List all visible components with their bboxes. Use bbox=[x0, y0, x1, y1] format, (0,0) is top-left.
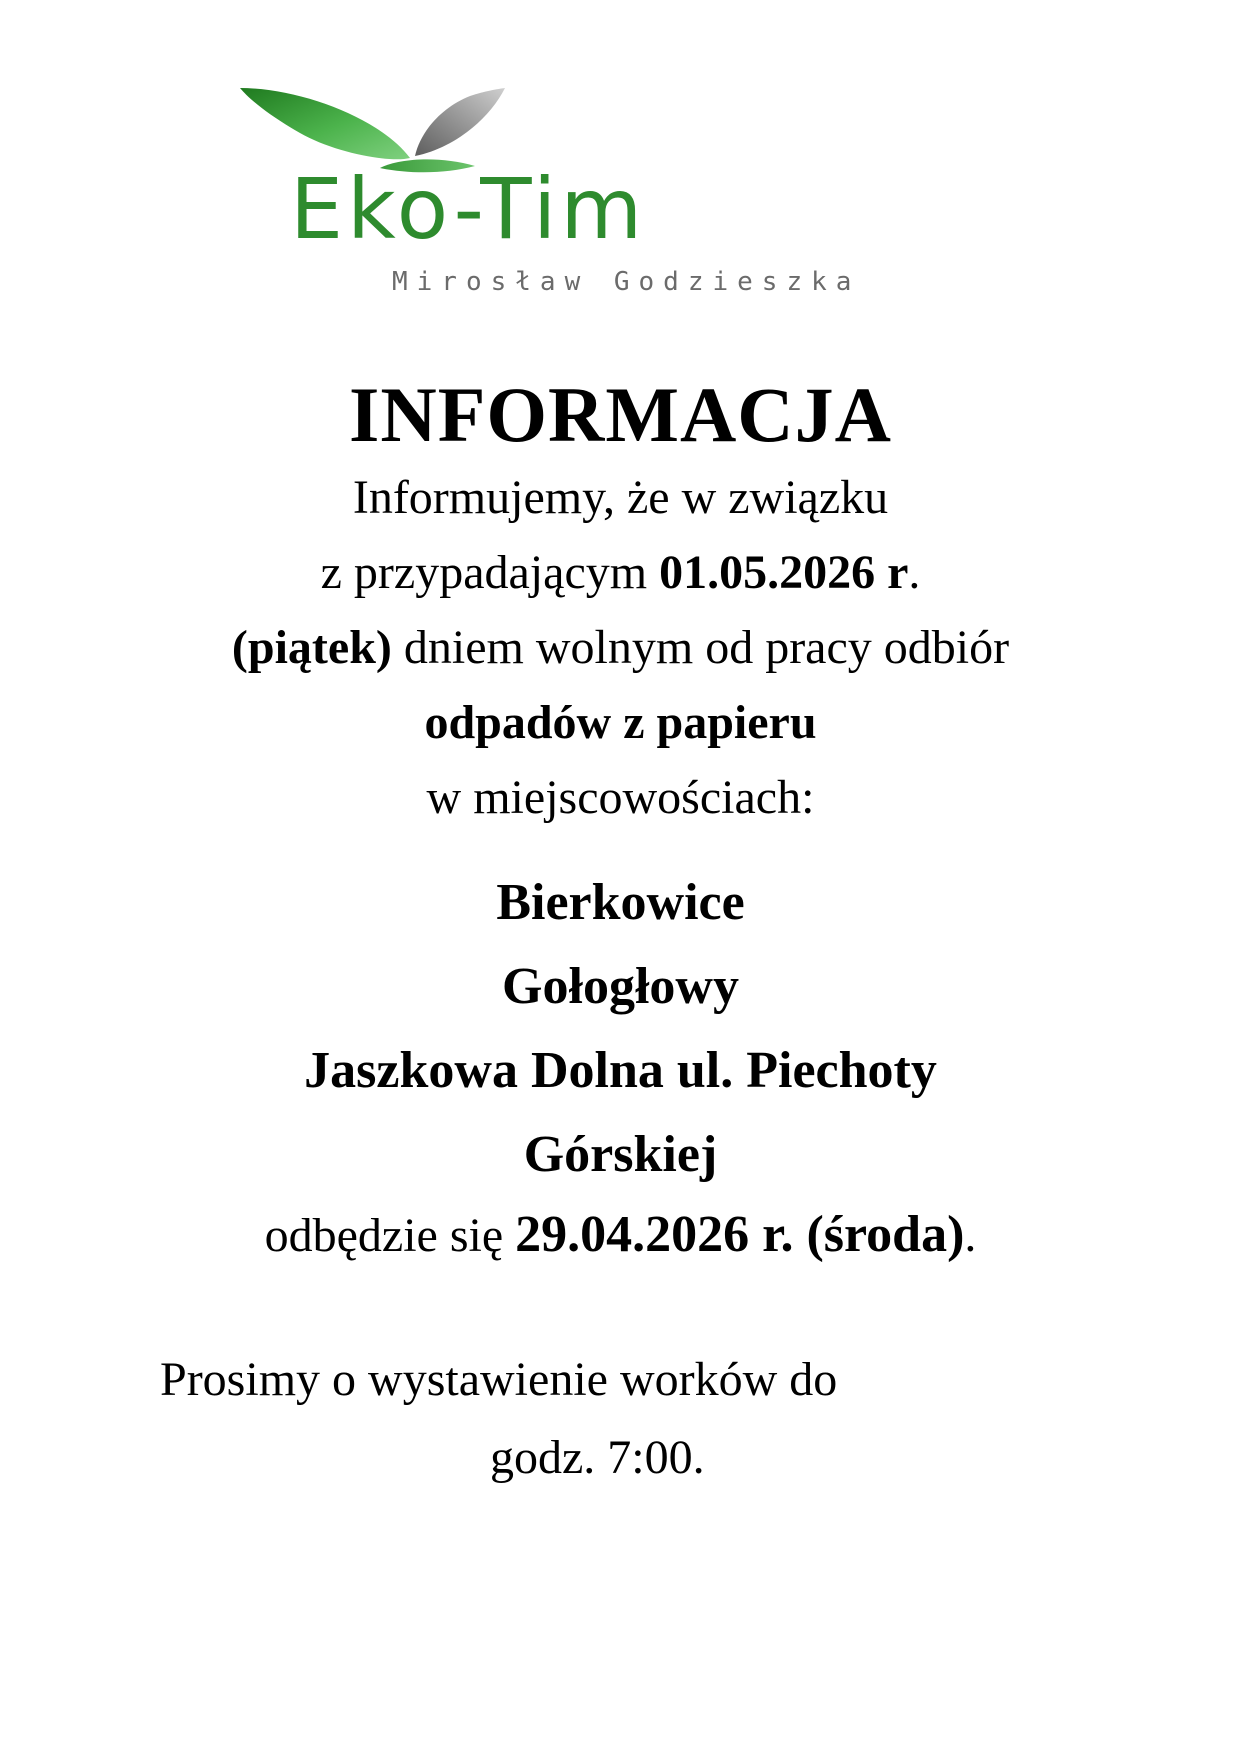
holiday-date: 01.05.2026 r bbox=[659, 546, 909, 599]
gray-leaf-icon bbox=[415, 88, 505, 156]
intro-line-1: Informujemy, że w związku bbox=[352, 471, 889, 524]
company-logo bbox=[240, 88, 1000, 318]
intro-line-3: (piątek) dniem wolnym od pracy odbiór bbox=[231, 621, 1010, 674]
new-collection-date: 29.04.2026 r. (środa) bbox=[515, 1206, 965, 1263]
logo-brand-text: Eko-Tim bbox=[290, 160, 647, 258]
request-line-1: Prosimy o wystawienie worków do bbox=[160, 1353, 838, 1406]
place-item: Gołogłowy bbox=[502, 958, 739, 1015]
holiday-weekday: (piątek) bbox=[231, 621, 392, 674]
logo-graphic bbox=[240, 88, 1000, 318]
intro-line-2: z przypadającym 01.05.2026 r. bbox=[320, 546, 921, 599]
place-item: Jaszkowa Dolna ul. Piechoty bbox=[304, 1042, 937, 1099]
place-item: Górskiej bbox=[523, 1126, 718, 1183]
notice-title: INFORMACJA bbox=[349, 371, 892, 458]
new-date-line: odbędzie się 29.04.2026 r. (środa). bbox=[264, 1206, 977, 1263]
logo-owner-text: Mirosław Godzieszka bbox=[392, 267, 861, 297]
green-leaf-icon bbox=[240, 88, 410, 159]
request-line-2: godz. 7:00. bbox=[490, 1431, 705, 1484]
notice-body bbox=[0, 370, 1241, 1497]
places-list bbox=[0, 861, 1241, 1197]
intro-line-5: w miejscowościach: bbox=[426, 771, 815, 824]
place-item: Bierkowice bbox=[496, 874, 745, 931]
request-note bbox=[0, 1341, 1241, 1497]
waste-type: odpadów z papieru bbox=[424, 696, 817, 749]
